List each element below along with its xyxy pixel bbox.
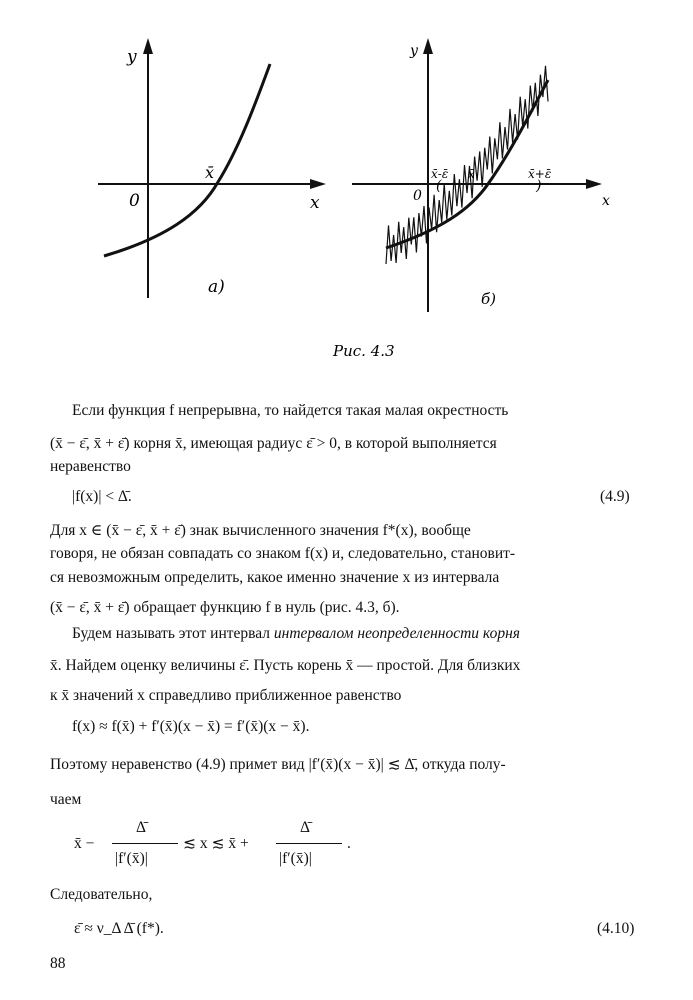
panel-b [352,38,610,312]
fraction-left-numerator: Δ̄ [136,819,146,836]
panel-b-noisy-band [386,66,548,264]
fraction-end-period: . [347,835,351,852]
panel-a-origin: 0 [129,191,140,211]
fraction-right-numerator: Δ̄ [300,819,310,836]
equation-4-9-number: (4.9) [600,488,630,505]
fraction-right-denominator: |f′(x̄)| [279,850,312,867]
paragraph-3-line-1-start: Будем называть этот интервал [72,625,274,642]
panel-a [98,38,326,298]
panel-b-x-label: x [602,193,610,209]
figure-caption: Рис. 4.3 [333,342,395,360]
panel-a-y-label: y [127,47,137,67]
panel-b-origin: 0 [413,188,422,204]
paragraph-1-line-3: неравенство [50,458,131,475]
paragraph-3-line-1 [72,623,520,645]
paragraph-3-line-3: к x̄ значений x справедливо приближенное равенство [50,687,402,704]
fraction-left-bar [112,843,178,844]
paragraph-2-line-1: Для x ∈ (x̄ − ε̄, x̄ + ε̄) знак вычисленного значения f*(x), вообще [50,522,471,539]
panel-a-curve [104,64,270,256]
panel-b-paren-right: ) [536,178,542,194]
panel-b-label: б) [481,290,497,308]
panel-b-y-label: y [410,43,418,59]
panel-b-curve [386,80,548,248]
paragraph-1-line-1: Если функция f непрерывна, то найдется такая малая окрестность [72,402,509,419]
panel-b-paren-left: ( [436,178,442,194]
panel-a-label: a) [208,277,225,297]
equation-linear-approx: f(x) ≈ f(x̄) + f′(x̄)(x − x̄) = f′(x̄)(x − x̄). [72,718,310,735]
term-uncertainty-interval: интервалом неопределенности корня [273,625,520,642]
panel-a-y-arrow [143,38,153,54]
panel-b-right-bound: x̄+ε̄ [528,167,552,181]
figure-4-3 [0,0,693,370]
fraction-right-bar [276,843,342,844]
fraction-middle: ≲ x ≲ x̄ + [183,835,249,852]
panel-b-y-arrow [423,38,433,54]
page-number: 88 [50,955,66,972]
paragraph-4-line-1: Поэтому неравенство (4.9) примет вид |f′(x̄)(x − x̄)| ≲ Δ̄, откуда полу- [50,756,506,773]
fraction-left-denominator: |f′(x̄)| [115,850,148,867]
panel-a-root: x̄ [205,163,215,182]
fraction-left-term: x̄ − [74,835,95,852]
panel-b-x-arrow [586,179,602,189]
equation-4-9: |f(x)| < Δ̄. [72,488,132,505]
paragraph-4-line-2: чаем [50,791,82,808]
paragraph-3-line-2: x̄. Найдем оценку величины ε̄. Пусть корень x̄ — простой. Для близких [50,657,521,674]
panel-a-x-label: x [310,193,320,213]
paragraph-2-line-4: (x̄ − ε̄, x̄ + ε̄) обращает функцию f в нуль (рис. 4.3, б). [50,599,400,616]
consequently-line: Следовательно, [50,886,153,903]
paragraph-2-line-2: говоря, не обязан совпадать со знаком f(x) и, следовательно, становит- [50,545,516,562]
equation-4-10-number: (4.10) [597,920,635,937]
panel-a-x-arrow [310,179,326,189]
panel-b-root: x̄ [468,167,475,181]
paragraph-2-line-3: ся невозможным определить, какое именно значение x из интервала [50,569,500,586]
panel-b-left-bound: x̄-ε̄ [431,167,449,181]
equation-4-10: ε̄ ≈ ν_Δ Δ̄ (f*). [74,920,164,937]
paragraph-1-line-2: (x̄ − ε̄, x̄ + ε̄) корня x̄, имеющая радиус ε̄ > 0, в которой выполняется [50,435,497,452]
